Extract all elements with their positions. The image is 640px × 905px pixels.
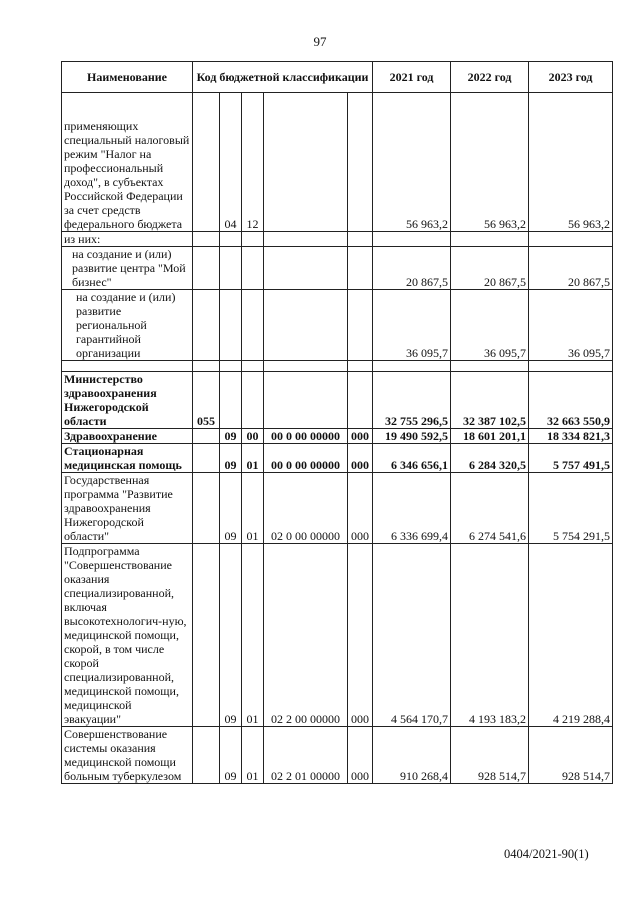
row-vr: 000: [348, 544, 373, 727]
document-code: 0404/2021-90(1): [504, 847, 589, 861]
row-gr: [193, 444, 220, 473]
row-name: на создание и (или) развитие центра "Мой бизнес": [62, 247, 193, 290]
row-sub: [242, 247, 264, 290]
header-name: Наименование: [62, 62, 193, 93]
row-2023: 18 334 821,3: [529, 429, 613, 444]
row-gr: 055: [193, 372, 220, 429]
row-2023: 4 219 288,4: [529, 544, 613, 727]
row-csr: [264, 290, 348, 361]
table-row: [62, 93, 613, 232]
table-row: [62, 290, 613, 361]
table-row-spacer: [62, 361, 613, 372]
page-number: 97: [313, 34, 327, 49]
row-name: [62, 361, 193, 372]
table-row: [62, 232, 613, 247]
row-name: на создание и (или) развитие региональной гарантийной организации: [62, 290, 193, 361]
row-name: Подпрограмма "Совершенствование оказания специализированной, включая высокотехнологич-ную, медицинской помощи, скорой, в том числе скорой специализированной, медицинской помощи, медицинской эвакуации": [62, 544, 193, 727]
row-2022: 56 963,2: [451, 93, 529, 232]
row-vr: [348, 290, 373, 361]
row-name: Здравоохранение: [62, 429, 193, 444]
header-2022: 2022 год: [451, 62, 529, 93]
row-gr: [193, 93, 220, 232]
row-2021: 19 490 592,5: [373, 429, 451, 444]
row-gr: [193, 544, 220, 727]
header-2021: 2021 год: [373, 62, 451, 93]
row-2022: 18 601 201,1: [451, 429, 529, 444]
row-csr: [264, 372, 348, 429]
row-2023: 5 754 291,5: [529, 473, 613, 544]
table-header-row: [62, 62, 613, 93]
row-vr: 000: [348, 727, 373, 784]
row-vr: [348, 93, 373, 232]
table-row: [62, 727, 613, 784]
row-vr: 000: [348, 429, 373, 444]
row-2022: 4 193 183,2: [451, 544, 529, 727]
row-sub: [242, 290, 264, 361]
row-sec: [220, 290, 242, 361]
row-name: Государственная программа "Развитие здравоохранения Нижегородской области": [62, 473, 193, 544]
row-name: из них:: [62, 232, 193, 247]
row-vr: 000: [348, 444, 373, 473]
row-sec: [220, 247, 242, 290]
row-2022: 928 514,7: [451, 727, 529, 784]
row-sub: 01: [242, 473, 264, 544]
row-sec: [220, 372, 242, 429]
row-gr: [193, 429, 220, 444]
row-2021: 6 346 656,1: [373, 444, 451, 473]
table-row: [62, 473, 613, 544]
row-sec: 04: [220, 93, 242, 232]
row-sec: 09: [220, 727, 242, 784]
row-2023: 36 095,7: [529, 290, 613, 361]
budget-table: [61, 61, 613, 784]
row-sec: 09: [220, 544, 242, 727]
row-csr: 02 2 01 00000: [264, 727, 348, 784]
table-row: [62, 544, 613, 727]
row-csr: [264, 232, 348, 247]
row-gr: [193, 247, 220, 290]
row-sec: [220, 232, 242, 247]
row-2023: 56 963,2: [529, 93, 613, 232]
row-vr: [348, 232, 373, 247]
row-name: Совершенствование системы оказания медицинской помощи больным туберкулезом: [62, 727, 193, 784]
row-sub: [242, 372, 264, 429]
row-sec: 09: [220, 429, 242, 444]
row-sub: 01: [242, 727, 264, 784]
row-2021: 56 963,2: [373, 93, 451, 232]
row-csr: 00 0 00 00000: [264, 444, 348, 473]
row-2021: 32 755 296,5: [373, 372, 451, 429]
row-2022: 32 387 102,5: [451, 372, 529, 429]
row-2021: 20 867,5: [373, 247, 451, 290]
row-sub: [242, 232, 264, 247]
row-gr: [193, 473, 220, 544]
row-name: Стационарная медицинская помощь: [62, 444, 193, 473]
row-sub: 12: [242, 93, 264, 232]
row-name: применяющих специальный налоговый режим "Налог на профессиональный доход", в субъектах Российской Федерации за счет средств федерального бюджета: [62, 93, 193, 232]
table-row: [62, 247, 613, 290]
row-2021: [373, 232, 451, 247]
row-2023: [529, 232, 613, 247]
row-sub: 00: [242, 429, 264, 444]
row-2022: 6 284 320,5: [451, 444, 529, 473]
table-row: [62, 444, 613, 473]
row-vr: [348, 247, 373, 290]
row-2023: 32 663 550,9: [529, 372, 613, 429]
row-csr: [264, 93, 348, 232]
row-csr: [264, 247, 348, 290]
row-2023: 5 757 491,5: [529, 444, 613, 473]
row-2021: 4 564 170,7: [373, 544, 451, 727]
row-2023: 20 867,5: [529, 247, 613, 290]
row-sub: 01: [242, 544, 264, 727]
row-2022: 36 095,7: [451, 290, 529, 361]
row-2022: 20 867,5: [451, 247, 529, 290]
row-gr: [193, 290, 220, 361]
row-vr: 000: [348, 473, 373, 544]
row-sec: 09: [220, 473, 242, 544]
row-2021: 910 268,4: [373, 727, 451, 784]
header-2023: 2023 год: [529, 62, 613, 93]
table-row: [62, 372, 613, 429]
row-2021: 36 095,7: [373, 290, 451, 361]
row-csr: 02 2 00 00000: [264, 544, 348, 727]
row-gr: [193, 727, 220, 784]
table-row: [62, 429, 613, 444]
row-name: Министерство здравоохранения Нижегородской области: [62, 372, 193, 429]
row-sub: 01: [242, 444, 264, 473]
row-2022: 6 274 541,6: [451, 473, 529, 544]
row-2021: 6 336 699,4: [373, 473, 451, 544]
row-vr: [348, 372, 373, 429]
row-2022: [451, 232, 529, 247]
row-sec: 09: [220, 444, 242, 473]
header-code: Код бюджетной классификации: [193, 62, 373, 93]
row-2023: 928 514,7: [529, 727, 613, 784]
row-csr: 02 0 00 00000: [264, 473, 348, 544]
row-csr: 00 0 00 00000: [264, 429, 348, 444]
row-gr: [193, 232, 220, 247]
